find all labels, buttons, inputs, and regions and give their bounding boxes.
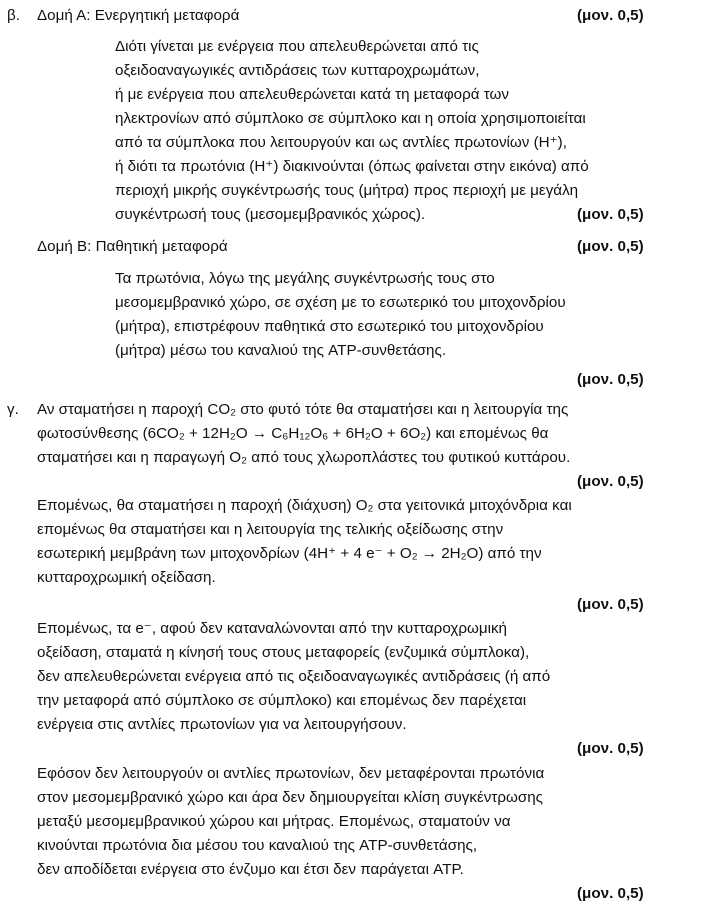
text-line: δεν απελευθερώνεται ενέργεια από τις οξειδοαναγωγικές αντιδράσεις (ή από (37, 668, 551, 685)
text-line: κινούνται πρωτόνια δια μέσου του καναλιού της ATP-συνθετάσης, (37, 837, 478, 854)
heading-structure-b: Δομή Β: Παθητική μεταφορά (37, 238, 228, 255)
points-label: (μον. 0,5) (577, 885, 644, 902)
section-label-b: β. (7, 7, 20, 24)
text-line: ή διότι τα πρωτόνια (H⁺) διακινούνται (όπως φαίνεται στην εικόνα) από (115, 158, 589, 175)
text-line: μεταξύ μεσομεμβρανικού χώρου και μήτρας. Επομένως, σταματούν να (37, 813, 511, 830)
points-label: (μον. 0,5) (577, 473, 644, 490)
text-line: εσωτερική μεμβράνη των μιτοχονδρίων (4H⁺ + 4 e⁻ + O₂ → 2H₂O) από την (37, 545, 542, 562)
text-line: σταματήσει και η παραγωγή O₂ από τους χλωροπλάστες του φυτικού κυττάρου. (37, 449, 571, 466)
text-line: την μεταφορά από σύμπλοκο σε σύμπλοκο) και επομένως δεν παρέχεται (37, 692, 527, 709)
points-label: (μον. 0,5) (577, 238, 644, 255)
text-line: Αν σταματήσει η παροχή CO₂ στο φυτό τότε θα σταματήσει και η λειτουργία της (37, 401, 569, 418)
text-line: περιοχή μικρής συγκέντρωσής τους (μήτρα) προς περιοχή με μεγάλη (115, 182, 579, 199)
text-line: ή με ενέργεια που απελευθερώνεται κατά τη μεταφορά των (115, 86, 509, 103)
text-line: δεν αποδίδεται ενέργεια στο ένζυμο και έτσι δεν παράγεται ATP. (37, 861, 464, 878)
text-line: Επομένως, τα e⁻, αφού δεν καταναλώνονται από την κυτταροχρωμική (37, 620, 507, 637)
section-label-c: γ. (7, 401, 19, 418)
text-line: φωτοσύνθεσης (6CO₂ + 12H₂O → C₆H₁₂O₆ + 6H₂O + 6O₂) και επομένως θα (37, 425, 549, 442)
text-line: Διότι γίνεται με ενέργεια που απελευθερώνεται από τις (115, 38, 479, 55)
text-line: Εφόσον δεν λειτουργούν οι αντλίες πρωτονίων, δεν μεταφέρονται πρωτόνια (37, 765, 545, 782)
points-label: (μον. 0,5) (577, 7, 644, 24)
heading-structure-a: Δομή Α: Ενεργητική μεταφορά (37, 7, 240, 24)
text-line: από τα σύμπλοκα που λειτουργούν και ως αντλίες πρωτονίων (H⁺), (115, 134, 567, 151)
text-line: ηλεκτρονίων από σύμπλοκο σε σύμπλοκο και η οποία χρησιμοποιείται (115, 110, 586, 127)
text-line: οξείδαση, σταματά η κίνησή τους στους μεταφορείς (ενζυμικά σύμπλοκα), (37, 644, 530, 661)
points-label: (μον. 0,5) (577, 596, 644, 613)
text-line: (μήτρα) μέσω του καναλιού της ATP-συνθετάσης. (115, 342, 447, 359)
points-label: (μον. 0,5) (577, 206, 644, 223)
text-line: οξειδοαναγωγικές αντιδράσεις των κυτταροχρωμάτων, (115, 62, 480, 79)
text-line: ενέργεια στις αντλίες πρωτονίων για να λειτουργήσουν. (37, 716, 407, 733)
text-line: επομένως θα σταματήσει και η λειτουργία της τελικής οξείδωσης στην (37, 521, 504, 538)
text-line: Επομένως, θα σταματήσει η παροχή (διάχυση) O₂ στα γειτονικά μιτοχόνδρια και (37, 497, 572, 514)
points-label: (μον. 0,5) (577, 371, 644, 388)
text-line: στον μεσομεμβρανικό χώρο και άρα δεν δημιουργείται κλίση συγκέντρωσης (37, 789, 543, 806)
text-line: Τα πρωτόνια, λόγω της μεγάλης συγκέντρωσής τους στο (115, 270, 495, 287)
text-line: κυτταροχρωμική οξείδαση. (37, 569, 216, 586)
text-line: μεσομεμβρανικό χώρο, σε σχέση με το εσωτερικό του μιτοχονδρίου (115, 294, 566, 311)
text-line: (μήτρα), επιστρέφουν παθητικά στο εσωτερικό του μιτοχονδρίου (115, 318, 544, 335)
points-label: (μον. 0,5) (577, 740, 644, 757)
text-line: συγκέντρωσή τους (μεσομεμβρανικός χώρος). (115, 206, 426, 223)
